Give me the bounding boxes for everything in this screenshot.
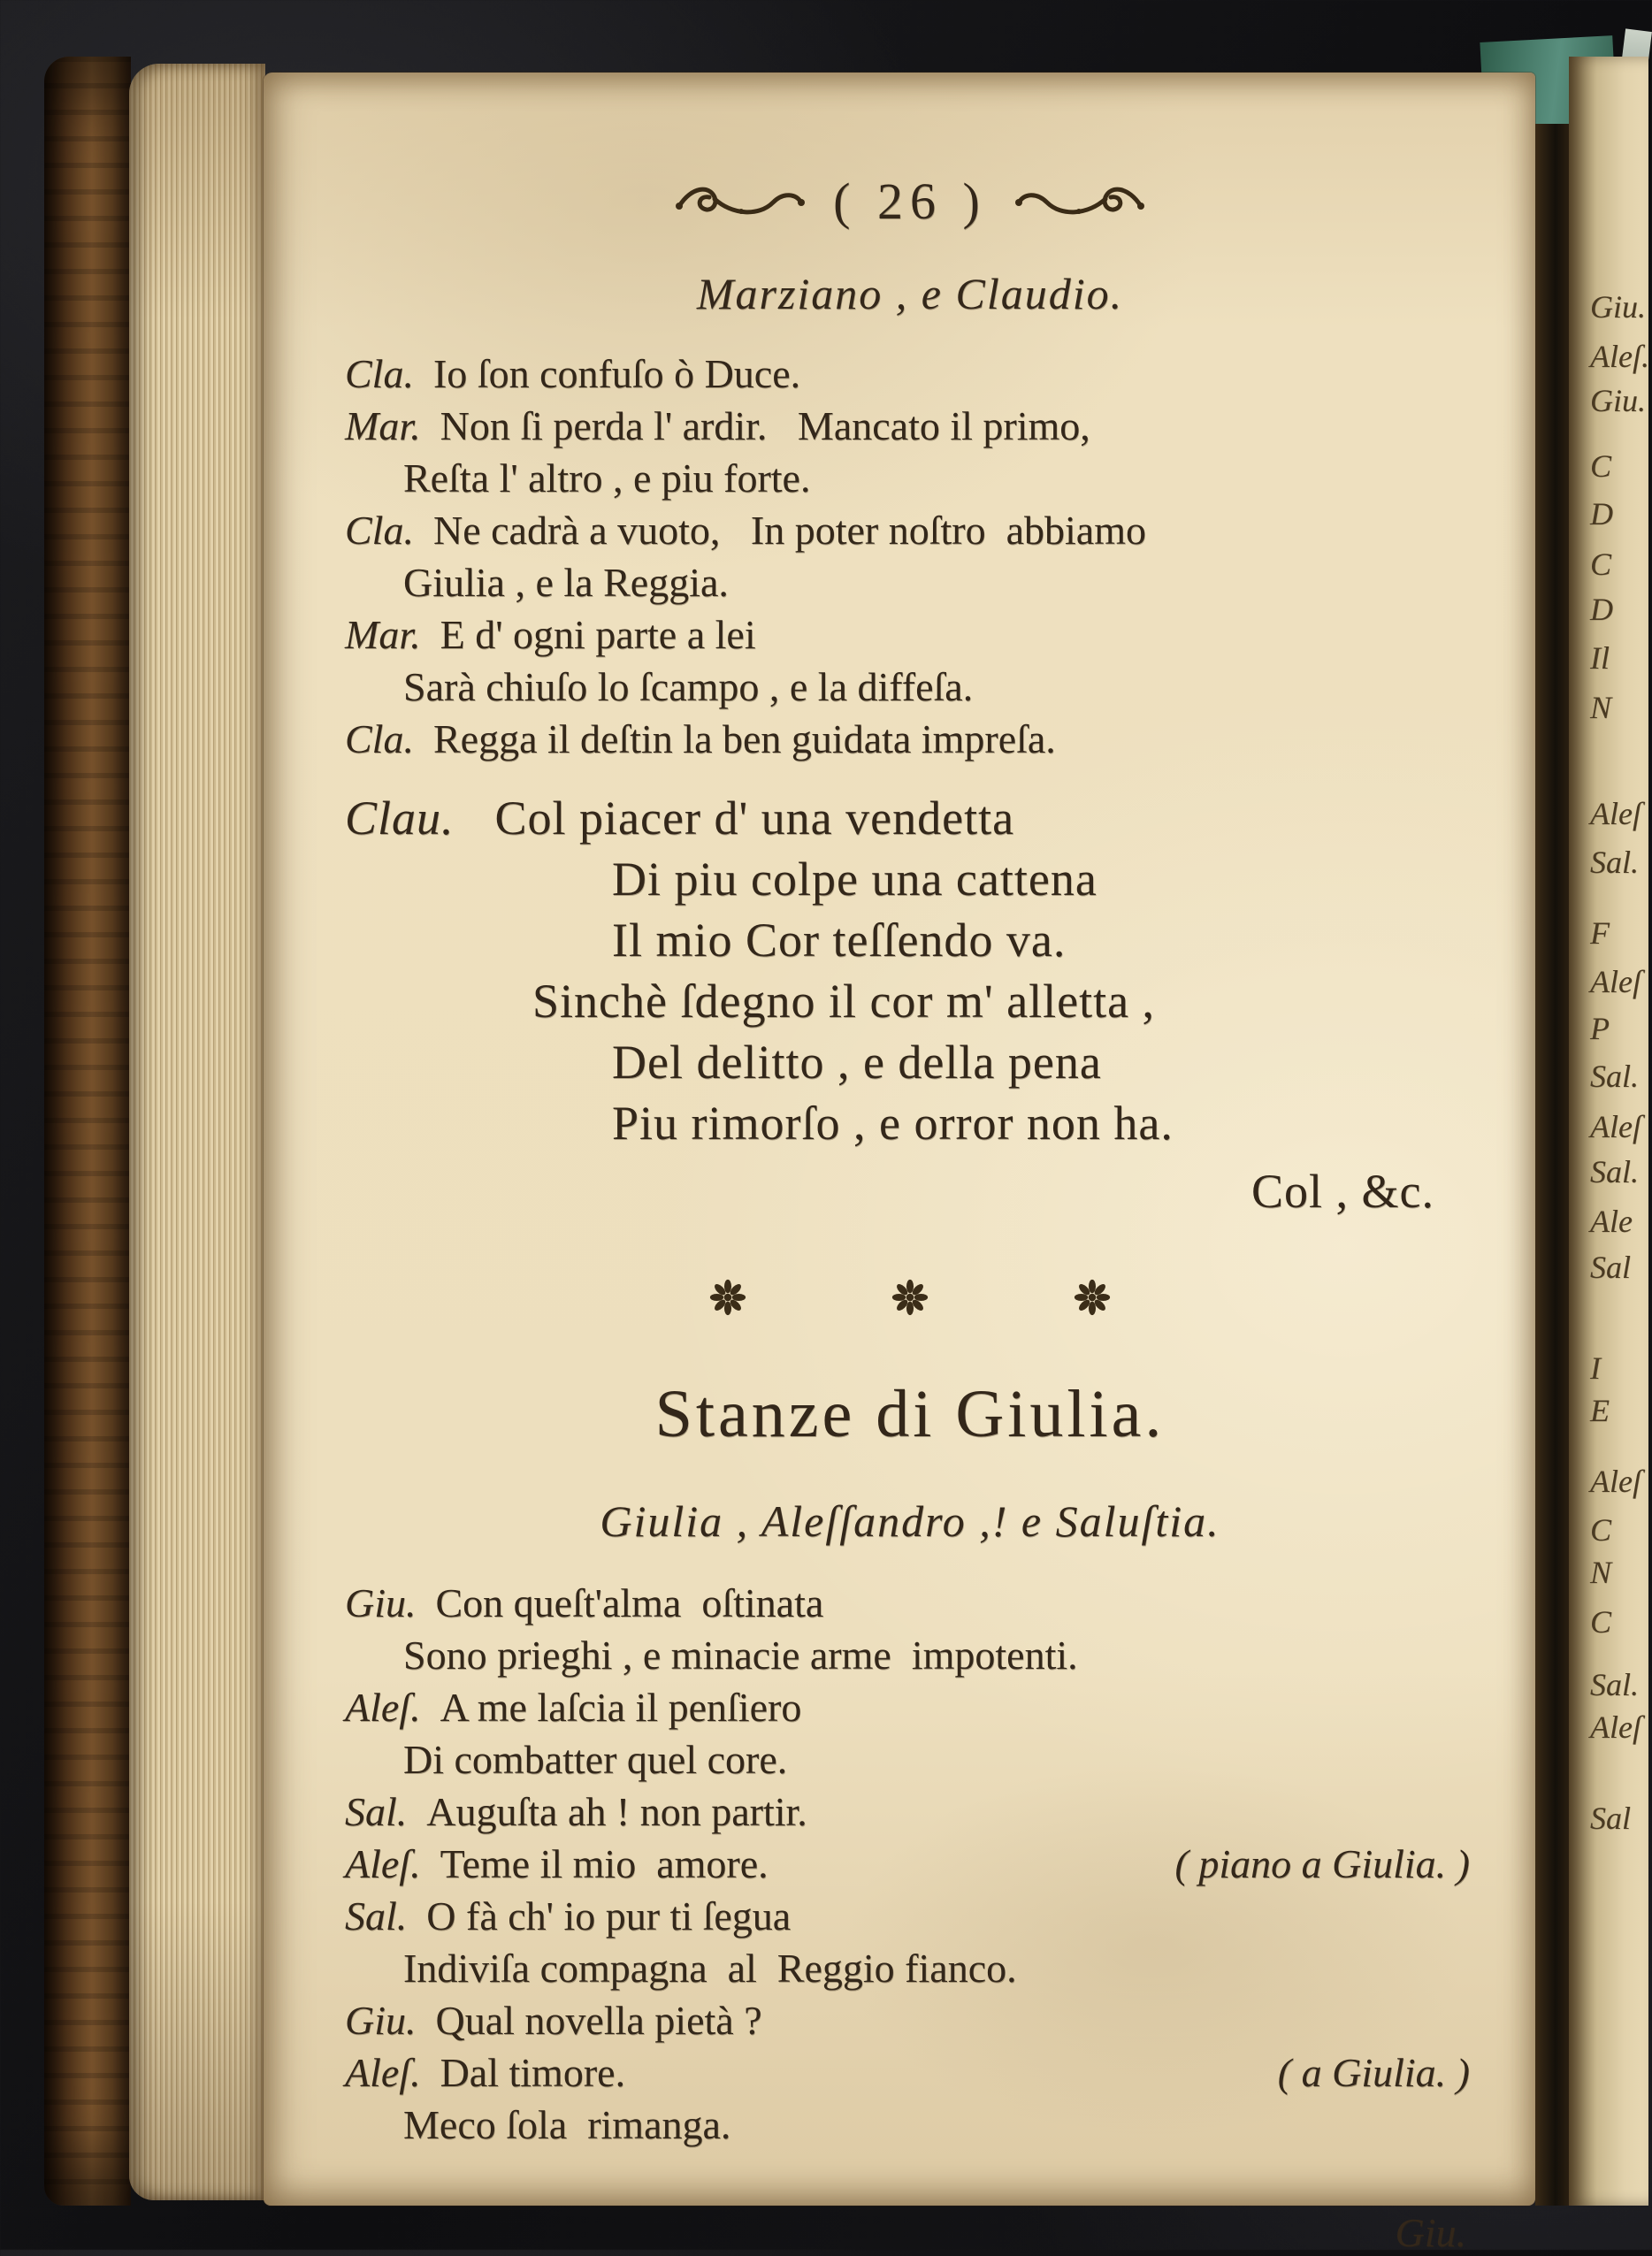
next-page-fragment: Sal. [1590,1667,1640,1702]
speech-text: Sarà chiuſo lo ſcampo , e la diffeſa. [403,664,974,709]
aria-text: Col piacer d' una vendetta [494,792,1015,845]
catchword: Giu. [1395,2210,1466,2255]
next-page-fragment: I [1590,1350,1601,1386]
dialogue-line [345,1994,1475,2046]
next-page-fragment: P [1590,1011,1610,1046]
next-page-fragment: N [1590,690,1612,725]
stage-direction: ( piano a Giulia. ) [1174,1841,1470,1886]
dialogue-line [345,661,1475,713]
scene-title-giulia: Giulia , Aleſſandro ,! e Saluſtia. [600,1496,1220,1546]
dialogue-line [345,608,1475,661]
next-page-fragment: N [1590,1555,1612,1590]
speaker-label: Cla. [345,716,414,761]
speech-text: Dal timore. [440,2050,626,2095]
fleuron-icon [1072,1277,1113,1318]
aria-claudio [345,788,1475,1222]
book-page [264,73,1535,2255]
next-page-fragment: Aleſ [1590,796,1641,831]
next-page-fragment: Aleſ. [1590,339,1649,374]
dialogue-line [345,452,1475,504]
speech-text: Reſta l' altro , e piu forte. [403,455,811,501]
speech-text: Ne cadrà a vuoto, In poter noſtro abbiamo [432,508,1146,553]
dialogue-line [345,1733,1475,1786]
speaker-label: Sal. [345,1789,408,1834]
dialogue-line [345,1890,1475,1942]
speaker-label: Sal. [345,1893,408,1939]
dialogue-line [345,1577,1475,1629]
page-edges-stack [129,64,265,2200]
dialogue-line [345,556,1475,608]
next-page-fragment: Sal. [1590,1154,1640,1189]
dialogue-line [345,348,1475,400]
next-page-fragment: Aleſ [1590,1464,1641,1499]
section-heading-stanze: Stanze di Giulia. [654,1377,1166,1451]
speech-text: Qual novella pietà ? [435,1998,762,2043]
aria-line: Sinchè ſdegno il cor m' alletta , [532,975,1156,1028]
dialogue-line [345,400,1475,452]
header-flourish-icon [1013,180,1146,224]
next-page-fragment: Aleſ [1590,1709,1641,1745]
speech-text: Giulia , e la Reggia. [403,560,729,605]
speaker-label: Aleſ. [345,2050,421,2095]
next-page-fragment: C [1590,1604,1612,1640]
dialogue-line [345,1838,1475,1890]
dialogue-line [345,2099,1475,2151]
aria-refrain: Col , &c. [1251,1165,1434,1218]
next-page-fragment: Sal [1590,1801,1632,1836]
next-page-fragment: Aleſ [1590,964,1641,999]
speaker-label: Clau. [345,792,455,845]
dialogue-line [345,504,1475,556]
speech-text: E d' ogni parte a lei [440,612,756,657]
next-page-fragment: Sal. [1590,1059,1640,1094]
speech-text: Sono prieghi , e minacie arme impotenti. [403,1633,1078,1678]
section-separator [345,1277,1475,1318]
dialogue-giulia [345,1577,1475,2151]
dialogue-line [345,2046,1475,2099]
aria-line: Il mio Cor teſſendo va. [612,914,1067,967]
page-header [345,172,1475,231]
dialogue-line [345,1681,1475,1733]
speech-text: Teme il mio amore. [440,1841,769,1886]
aria-line [345,788,1475,849]
next-page-fragment: Sal [1590,1250,1632,1285]
speech-text: Con queſt'alma oſtinata [435,1580,824,1625]
speech-text: Regga il deſtin la ben guidata impreſa. [432,716,1056,761]
fleuron-icon [707,1277,748,1318]
speaker-label: Aleſ. [345,1685,421,1730]
speech-text: O fà ch' io pur ti ſegua [426,1893,792,1939]
speech-text: Auguſta ah ! non partir. [426,1789,807,1834]
speech-text: Meco ſola rimanga. [403,2102,731,2147]
next-page-fragment: C [1590,1512,1612,1548]
dialogue-line [345,1942,1475,1994]
scene-title-marziano-claudio: Marziano , e Claudio. [696,269,1124,318]
speaker-label: Cla. [345,508,414,553]
speaker-label: Giu. [345,1580,417,1625]
speaker-label: Giu. [345,1998,417,2043]
dialogue-marziano-claudio [345,348,1475,765]
stage-direction: ( a Giulia. ) [1277,2050,1470,2095]
next-page-fragment: D [1590,496,1613,531]
next-page-fragment: D [1590,592,1613,627]
speech-text: Io ſon confuſo ò Duce. [432,351,801,396]
next-page-fragment: Il [1590,640,1610,676]
speech-text: A me laſcia il penſiero [440,1685,802,1730]
dialogue-line [345,1629,1475,1681]
next-page-fragment: C [1590,448,1612,484]
speaker-label: Cla. [345,351,414,396]
dialogue-line [345,1786,1475,1838]
next-page-fragments [1569,57,1648,2206]
next-page-fragment: Giu. [1590,383,1646,418]
next-page-fragment: Sal. [1590,845,1640,880]
fleuron-icon [890,1277,930,1318]
speech-text: Non ſi perda l' ardir. Mancato il primo, [440,403,1090,448]
aria-line: Del delitto , e della pena [612,1036,1102,1089]
next-page-fragment: F [1590,915,1610,951]
dialogue-line [345,713,1475,765]
speech-text: Di combatter quel core. [403,1737,788,1782]
page-number: ( 26 ) [833,172,987,230]
speaker-label: Mar. [345,612,421,657]
page-text-column [345,172,1475,2255]
header-flourish-icon [674,180,807,224]
next-page-fragment: Giu. [1590,289,1646,325]
speech-text: Indiviſa compagna al Reggio fianco. [403,1946,1017,1991]
speaker-label: Mar. [345,403,421,448]
speaker-label: Aleſ. [345,1841,421,1886]
book-spine [44,57,131,2206]
aria-line: Piu rimorſo , e orror non ha. [612,1097,1174,1150]
next-page-fragment: Ale [1590,1204,1633,1239]
aria-line: Di piu colpe una cattena [612,853,1098,906]
page-gutter [1535,124,1569,2206]
next-page-fragment: Aleſ [1590,1109,1641,1144]
next-page-fragment: C [1590,547,1612,582]
next-page-fragment: E [1590,1393,1610,1428]
